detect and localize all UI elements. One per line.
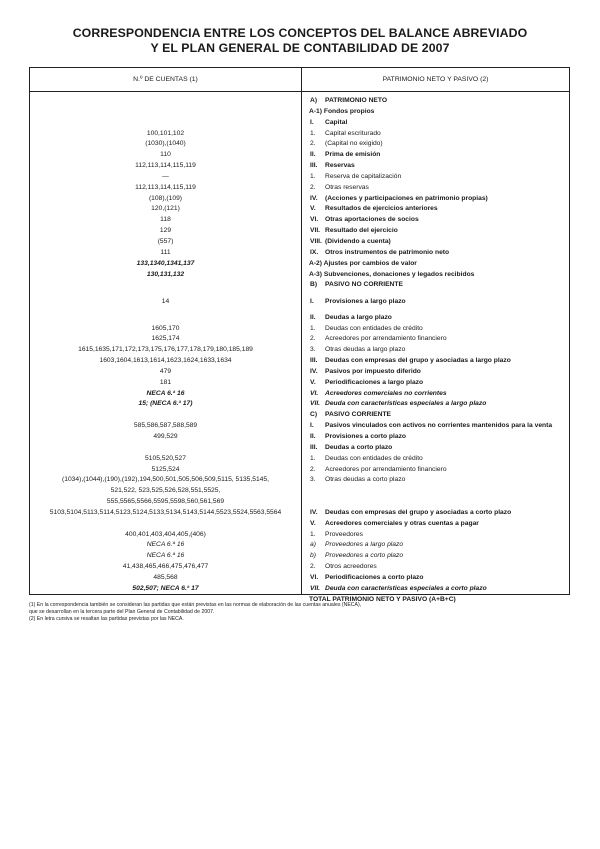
account-numbers: 479 (159, 367, 172, 375)
item-number: VI. (310, 573, 319, 581)
table-row (30, 259, 569, 270)
table-row (30, 172, 569, 183)
item-label: A-1) Fondos propios (309, 107, 375, 115)
item-number: IV. (310, 508, 318, 516)
item-label: Acreedores comerciales y otras cuentas a pagar (325, 519, 479, 527)
footnote-line: (1) En la correspondencia también se consideran las partidas que están previstas en las normas de elaboración de las cuentas anuales (NECA), (29, 602, 362, 608)
account-numbers: 15; (NECA 6.ª 17) (138, 400, 193, 408)
account-numbers: (1034),(1044),(190),(192),194,500,501,505,506,509,5115, 5135,5145, (62, 476, 269, 484)
item-label: Proveedores a largo plazo (325, 541, 404, 549)
table-row (30, 421, 569, 432)
item-number: 1. (310, 129, 316, 137)
table-row (30, 150, 569, 161)
correspondence-table (29, 67, 570, 603)
item-number: III. (310, 162, 318, 170)
item-label: Reserva de capitalización (325, 172, 402, 180)
table-row (30, 313, 569, 324)
table-row (30, 291, 569, 313)
item-number: VII. (310, 400, 321, 408)
item-number: 1. (310, 454, 316, 462)
account-numbers: 14 (161, 298, 170, 306)
table-row (30, 280, 569, 291)
account-numbers: 120,(121) (151, 205, 180, 213)
table-row (30, 139, 569, 150)
table-row (30, 183, 569, 194)
item-label: Reservas (325, 162, 355, 170)
item-label: Deudas con entidades de crédito (325, 324, 423, 332)
account-numbers: 5103,5104,5113,5114,5123,5124,5133,5134,5143,5144,5523,5524,5563,5564 (49, 508, 282, 516)
table-row (30, 540, 569, 551)
item-number: 3. (310, 346, 316, 354)
item-number: III. (310, 357, 318, 365)
table-row (30, 465, 569, 476)
footnote-line: que se desarrollan en la tercera parte del Plan General de Contabilidad de 2007. (29, 609, 215, 615)
table-row (30, 161, 569, 172)
item-label: Provisiones a largo plazo (325, 298, 406, 306)
document-title (0, 26, 600, 56)
item-label: Capital (325, 118, 348, 126)
account-numbers: 485,568 (153, 573, 178, 581)
table-row (30, 486, 569, 497)
table-row (30, 584, 569, 595)
item-number: II. (310, 432, 316, 440)
account-numbers: NECA 6.ª 16 (146, 552, 185, 560)
table-row (30, 378, 569, 389)
item-number: VI. (310, 389, 319, 397)
table-row (30, 215, 569, 226)
account-numbers: 521,522, 523,525,526,528,551,5525, (110, 487, 221, 495)
item-label: A-3) Subvenciones, donaciones y legados recibidos (309, 270, 475, 278)
item-label: Pasivos por impuesto diferido (325, 367, 421, 375)
account-numbers: 111 (160, 248, 171, 256)
account-numbers: 5105,520,527 (145, 454, 186, 462)
table-row (30, 432, 569, 443)
item-label: TOTAL PATRIMONIO NETO Y PASIVO (A+B+C) (309, 595, 456, 603)
table-row (30, 324, 569, 335)
item-label: Deuda con características especiales a corto plazo (325, 584, 487, 592)
table-row (30, 118, 569, 129)
item-number: IV. (310, 194, 318, 202)
table-row (30, 389, 569, 400)
item-label: Acreedores por arrendamiento financiero (325, 335, 447, 343)
item-number: 1. (310, 324, 316, 332)
account-numbers: NECA 6.ª 16 (146, 389, 185, 397)
item-number: 2. (310, 335, 316, 343)
item-label: Resultados de ejercicios anteriores (325, 205, 438, 213)
item-label: Acreedores por arrendamiento financiero (325, 465, 447, 473)
table-row (30, 96, 569, 107)
item-number: A) (310, 97, 318, 104)
account-numbers: 1615,1635,171,172,173,175,176,177,178,179,180,185,189 (78, 346, 253, 354)
table-row (30, 367, 569, 378)
table-row (30, 226, 569, 237)
account-numbers: 112,113,114,115,119 (135, 162, 196, 170)
account-numbers: 112,113,114,115,119 (135, 183, 196, 191)
table-row (30, 573, 569, 584)
item-label: Capital escriturado (325, 129, 381, 137)
item-label: Pasivos vinculados con activos no corrientes mantenidos para la venta (325, 422, 553, 430)
item-label: PASIVO CORRIENTE (325, 411, 392, 419)
account-numbers: 118 (160, 216, 171, 224)
account-numbers: (108),(109) (148, 194, 183, 202)
item-number: V. (310, 378, 316, 386)
table-row (30, 270, 569, 281)
account-numbers: (1030),(1040) (145, 140, 186, 148)
account-numbers: 130,131,132 (146, 270, 185, 278)
item-number: 2. (310, 183, 316, 191)
item-label: (Capital no exigido) (325, 140, 383, 148)
item-number: II. (310, 313, 316, 321)
item-label: Proveedores (325, 530, 363, 538)
item-label: Deudas con entidades de crédito (325, 454, 423, 462)
table-row (30, 204, 569, 215)
item-number: 2. (310, 563, 316, 571)
item-number: B) (310, 281, 318, 289)
account-numbers: 110 (160, 151, 171, 159)
item-label: Otras aportaciones de socios (325, 216, 419, 224)
header-equity-liabilities: PATRIMONIO NETO Y PASIVO (2) (382, 76, 489, 83)
account-numbers: (557) (157, 237, 174, 245)
table-row (30, 410, 569, 421)
account-numbers: 5125,524 (151, 465, 180, 473)
item-label: Resultado del ejercicio (325, 227, 398, 235)
item-number: b) (310, 552, 316, 560)
account-numbers: 1605,170 (151, 324, 180, 332)
title-line-2: Y EL PLAN GENERAL DE CONTABILIDAD DE 2007 (150, 41, 450, 55)
table-row (30, 356, 569, 367)
title-line-1: CORRESPONDENCIA ENTRE LOS CONCEPTOS DEL BALANCE ABREVIADO (72, 26, 528, 40)
table-row (30, 194, 569, 205)
table-row (30, 497, 569, 508)
table-row (30, 107, 569, 118)
item-number: V. (310, 519, 316, 527)
item-label: Periodificaciones a corto plazo (325, 573, 424, 581)
account-numbers: 41,438,465,466,475,476,477 (122, 563, 209, 571)
item-label: Periodificaciones a largo plazo (325, 378, 424, 386)
footnote-line: (2) En letra cursiva se resaltan las partidas previstas por las NECA. (29, 616, 184, 622)
header-accounts: N.º DE CUENTAS (1) (133, 76, 198, 83)
item-label: Provisiones a corto plazo (325, 432, 407, 440)
item-number: VIII. (310, 237, 322, 245)
account-numbers: 1625,174 (151, 335, 180, 343)
item-number: 1. (310, 530, 316, 538)
table-row (30, 248, 569, 259)
item-label: Deuda con características especiales a largo plazo (325, 400, 487, 408)
item-label: Deudas a largo plazo (325, 313, 392, 321)
item-number: 2. (310, 465, 316, 473)
item-label: Proveedores a corto plazo (325, 552, 404, 560)
table-row (30, 399, 569, 410)
item-label: Otras deudas a corto plazo (325, 476, 406, 484)
table-row (30, 551, 569, 562)
item-label: Acreedores comerciales no corrientes (325, 389, 447, 397)
table-row (30, 519, 569, 530)
item-number: II. (310, 151, 316, 159)
header-divider (30, 91, 569, 92)
item-number: 3. (310, 476, 316, 484)
item-number: VII. (310, 584, 321, 592)
table-row (30, 530, 569, 541)
account-numbers: 400,401,403,404,405,(406) (125, 530, 206, 538)
item-label: PASIVO NO CORRIENTE (325, 281, 403, 289)
table-row (30, 508, 569, 519)
footnotes (29, 602, 574, 623)
table-row (30, 334, 569, 345)
item-label: Otras reservas (325, 183, 369, 191)
account-numbers: 129 (159, 227, 172, 235)
account-numbers: 502,507; NECA 6.ª 17 (132, 584, 199, 592)
item-number: VII. (310, 227, 321, 235)
table-row (30, 443, 569, 454)
item-label: Deudas a corto plazo (325, 443, 393, 451)
item-number: I. (310, 118, 314, 126)
account-numbers: 100,101,102 (146, 129, 185, 137)
item-number: I. (310, 298, 314, 306)
account-numbers: 585,586,587,588,589 (133, 422, 198, 430)
account-numbers: 133,1340,1341,137 (136, 259, 195, 267)
account-numbers: 1603,1604,1613,1614,1623,1624,1633,1634 (99, 357, 232, 365)
item-label: A-2) Ajustes por cambios de valor (309, 259, 417, 267)
item-number: V. (310, 205, 316, 213)
item-label: PATRIMONIO NETO (325, 97, 388, 104)
item-label: Deudas con empresas del grupo y asociadas a largo plazo (325, 357, 511, 365)
item-label: (Dividendo a cuenta) (325, 237, 391, 245)
item-number: IX. (310, 248, 319, 256)
item-number: C) (310, 411, 318, 419)
table-row (30, 237, 569, 248)
item-number: I. (310, 422, 314, 430)
table-row (30, 562, 569, 573)
table-row (30, 454, 569, 465)
item-number: III. (310, 443, 318, 451)
account-numbers: NECA 6.ª 16 (146, 541, 185, 549)
item-label: Otros acreedores (325, 563, 377, 571)
item-label: Deudas con empresas del grupo y asociadas a corto plazo (325, 508, 512, 516)
item-number: VI. (310, 216, 319, 224)
item-number: 1. (310, 172, 316, 180)
item-number: a) (310, 541, 316, 549)
account-numbers: 499,529 (153, 432, 178, 440)
table-body (30, 96, 569, 605)
item-label: Otros instrumentos de patrimonio neto (325, 248, 450, 256)
table-row (30, 475, 569, 486)
account-numbers: 555,5565,5566,5595,5598,560,561,569 (106, 498, 225, 506)
account-numbers: 181 (159, 378, 172, 386)
item-number: 2. (310, 140, 316, 148)
table-row (30, 345, 569, 356)
item-number: IV. (310, 367, 318, 375)
item-label: (Acciones y participaciones en patrimonio propias) (325, 194, 488, 202)
account-numbers: — (162, 172, 169, 180)
item-label: Prima de emisión (325, 151, 381, 159)
table-row (30, 129, 569, 140)
item-label: Otras deudas a largo plazo (325, 346, 406, 354)
